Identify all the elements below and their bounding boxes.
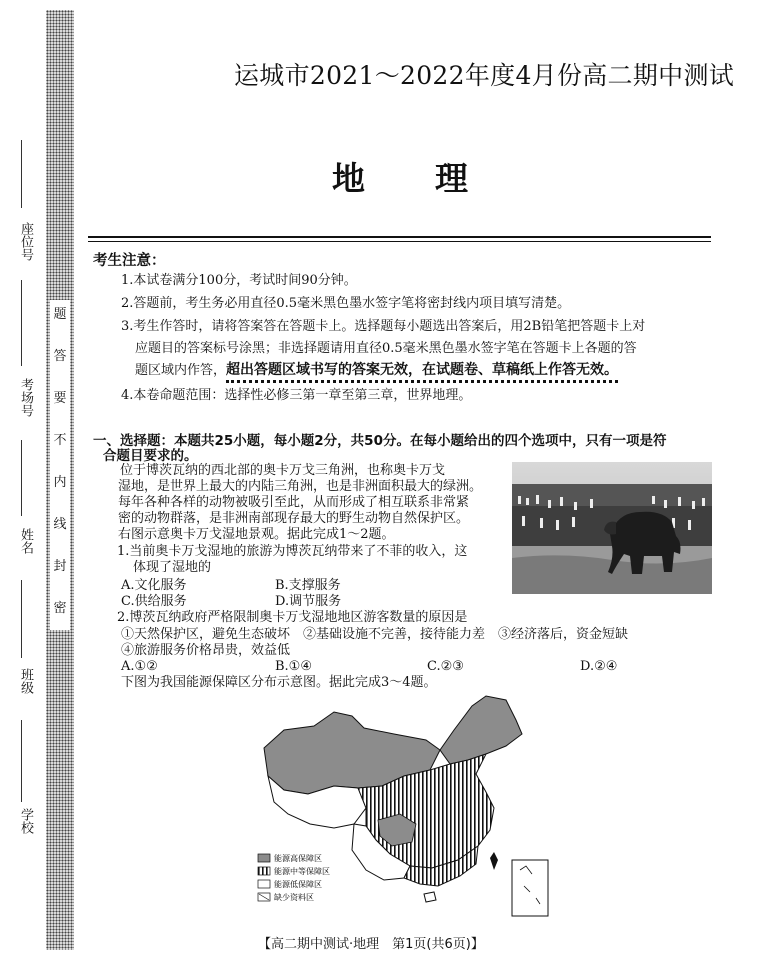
okavango-wetland-photo [512, 462, 712, 594]
notice-item: 3.考生作答时，请将答案答在答题卡上。选择题每小题选出答案后，用2B铅笔把答题卡上对 [121, 319, 646, 334]
notice-item: 应题目的答案标号涂黑；非选择题请用直径0.5毫米黑色墨水签字笔在答题卡上各题的答 [135, 341, 637, 356]
school-label: 学校 [18, 808, 33, 834]
option-b: B.①④ [275, 659, 312, 674]
passage-line: 位于博茨瓦纳的西北部的奥卡万戈三角洲，也称奥卡万戈 [120, 463, 446, 478]
legend-low: 能源低保障区 [274, 880, 322, 889]
notice-item: 1.本试卷满分100分，考试时间90分钟。 [121, 273, 357, 288]
legend-high: 能源高保障区 [274, 854, 322, 863]
exam-room-line [21, 280, 22, 366]
section-heading-cont: 合题目要求的。 [103, 448, 198, 464]
seal-char: 答 [53, 349, 67, 364]
subject-title: 地理 [332, 159, 538, 198]
question-2-stem: 2.博茨瓦纳政府严格限制奥卡万戈湿地地区游客数量的原因是 [117, 610, 468, 625]
option-c: C.②③ [427, 659, 464, 674]
passage-line: 湿地，是世界上最大的内陆三角洲，也是非洲面积最大的绿洲。 [118, 479, 483, 494]
option-a: A.文化服务 [121, 578, 187, 593]
question-1-stem: 1.当前奥卡万戈湿地的旅游为博茨瓦纳带来了不菲的收入，这 [117, 544, 468, 559]
notice-item [135, 362, 618, 379]
school-line [21, 720, 22, 802]
seal-char: 封 [53, 559, 67, 574]
divider [88, 236, 711, 238]
china-energy-map [254, 690, 560, 922]
seal-char: 密 [53, 601, 67, 616]
name-label: 姓名 [18, 528, 33, 554]
question-2-items: ④旅游服务价格昂贵，效益低 [121, 643, 291, 658]
class-label: 班级 [18, 668, 33, 694]
seat-number-line [21, 140, 22, 208]
exam-title: 运城市2021～2022年度4月份高二期中测试 [234, 61, 735, 90]
option-a: A.①② [121, 659, 158, 674]
notice-text: 题区域内作答， [135, 363, 227, 378]
divider [88, 241, 711, 242]
seal-line-text [50, 300, 70, 630]
passage-line: 密的动物群落，是非洲南部现存最大的野生动物自然保护区。 [118, 511, 470, 526]
option-c: C.供给服务 [121, 594, 187, 609]
notice-heading: 考生注意： [93, 253, 166, 269]
passage-line: 每年各种各样的动物被吸引至此，从而形成了相互联系非常紧 [118, 495, 470, 510]
seal-char: 线 [53, 517, 67, 532]
legend-no-data: 缺少资料区 [274, 893, 314, 902]
seal-char: 不 [53, 433, 67, 448]
notice-item: 2.答题前，考生务必用直径0.5毫米黑色墨水签字笔将密封线内项目填写清楚。 [121, 296, 571, 311]
class-line [21, 580, 22, 658]
page-footer: 【高二期中测试·地理 第1页(共6页)】 [258, 937, 484, 952]
passage-line: 右图示意奥卡万戈湿地景观。据此完成1～2题。 [118, 527, 395, 542]
seal-char: 题 [53, 307, 67, 322]
seat-number-label: 座位号 [18, 222, 33, 261]
notice-emphasis: 超出答题区域书写的答案无效，在试题卷、草稿纸上作答无效。 [226, 362, 618, 383]
option-b: B.支撑服务 [275, 578, 341, 593]
question-2-items: ①天然保护区，避免生态破坏 ②基础设施不完善，接待能力差 ③经济落后，资金短缺 [121, 627, 629, 642]
section-heading: 一、选择题：本题共25小题，每小题2分，共50分。在每小题给出的四个选项中，只有一项是符 [93, 433, 667, 449]
legend-medium: 能源中等保障区 [274, 867, 330, 876]
name-line [21, 440, 22, 516]
option-d: D.②④ [580, 659, 618, 674]
exam-room-label: 考场号 [18, 378, 33, 417]
option-d: D.调节服务 [275, 594, 342, 609]
question-1-stem-cont: 体现了湿地的 [133, 560, 212, 575]
notice-item: 4.本卷命题范围：选择性必修三第一章至第三章，世界地理。 [121, 388, 472, 403]
seal-char: 要 [53, 391, 67, 406]
map-intro: 下图为我国能源保障区分布示意图。据此完成3～4题。 [121, 675, 437, 690]
seal-char: 内 [53, 475, 67, 490]
